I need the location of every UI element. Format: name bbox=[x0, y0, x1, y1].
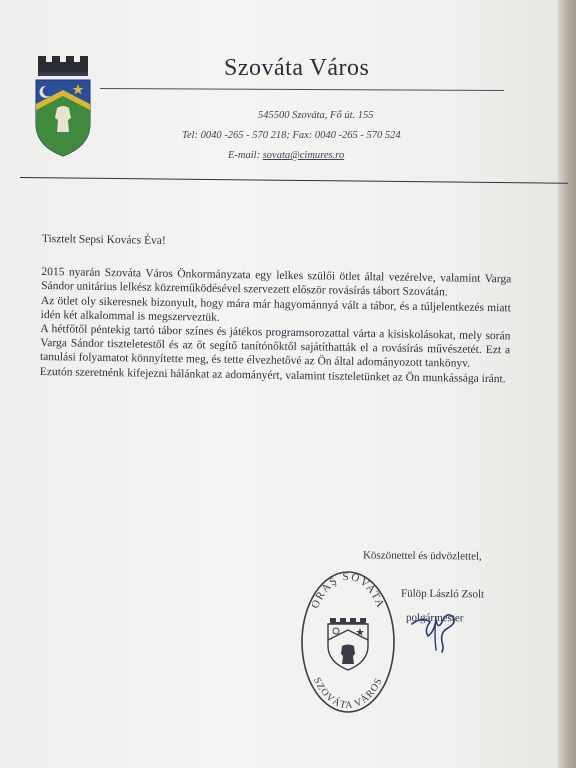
letterhead-title: Szováta Város bbox=[224, 55, 370, 81]
email-label: E-mail: bbox=[228, 150, 261, 161]
paragraph-1: 2015 nyarán Szováta Város Önkormányzata egy lelkes szülői ötlet által vezérelve, valamint Varga Sándor unitárius lelkész közreműködésével szervezett először rovásírás tábort Szovátán. bbox=[41, 266, 512, 299]
handwritten-signature bbox=[398, 594, 478, 654]
email-link[interactable]: sovata@cimures.ro bbox=[262, 150, 345, 161]
svg-text:ORAŞ SOVATA bbox=[309, 571, 387, 611]
letterhead-address: 545500 Szováta, Fő út. 155 bbox=[258, 110, 374, 121]
stamp-crest-icon bbox=[328, 618, 368, 670]
coat-of-arms-icon bbox=[30, 48, 96, 158]
paragraph-2: Az ötlet oly sikeresnek bizonyult, hogy mára már hagyománnyá vált a tábor, és a túljelentkezés miatt idén két alkalommal is megszerveztük. bbox=[40, 294, 511, 324]
stamp-top-text: ORAŞ SOVATA bbox=[309, 570, 387, 611]
official-stamp bbox=[298, 568, 398, 716]
letterhead-email-line bbox=[228, 150, 344, 161]
letter-body bbox=[40, 232, 512, 386]
paragraph-4: Ezutón szeretnénk kifejezni hálánkat az adományért, valamint tiszteletünket az Ön munkássága iránt. bbox=[39, 365, 506, 385]
signer-name: Fülöp László Zsolt bbox=[400, 587, 485, 601]
stamp-bottom-text: SZOVÁTA VÁROS bbox=[311, 675, 385, 712]
letterhead-phone-fax: Tel: 0040 -265 - 570 218; Fax: 0040 -265 - 570 524 bbox=[182, 130, 401, 141]
signer-title: polgármester bbox=[405, 611, 464, 625]
svg-text:SZOVÁTA VÁROS bbox=[311, 676, 385, 711]
closing-line: Köszönettel és üdvözlettel, bbox=[362, 549, 482, 563]
paragraph-3: A hétfőtől péntekig tartó tábor színes és játékos programsorozattal várta a kisiskolásokat, mely során Varga Sándor tiszteletestől és az őt segítő tanítónőktől sajátíthatták el a rovásírás művészetét. Ezt a tanulási folyamatot könnyítette meg, és tette élvezhetővé az Ön által adományozott tankönyv. bbox=[39, 323, 511, 371]
table-edge bbox=[558, 0, 576, 768]
salutation: Tisztelt Sepsi Kovács Éva! bbox=[41, 232, 166, 247]
